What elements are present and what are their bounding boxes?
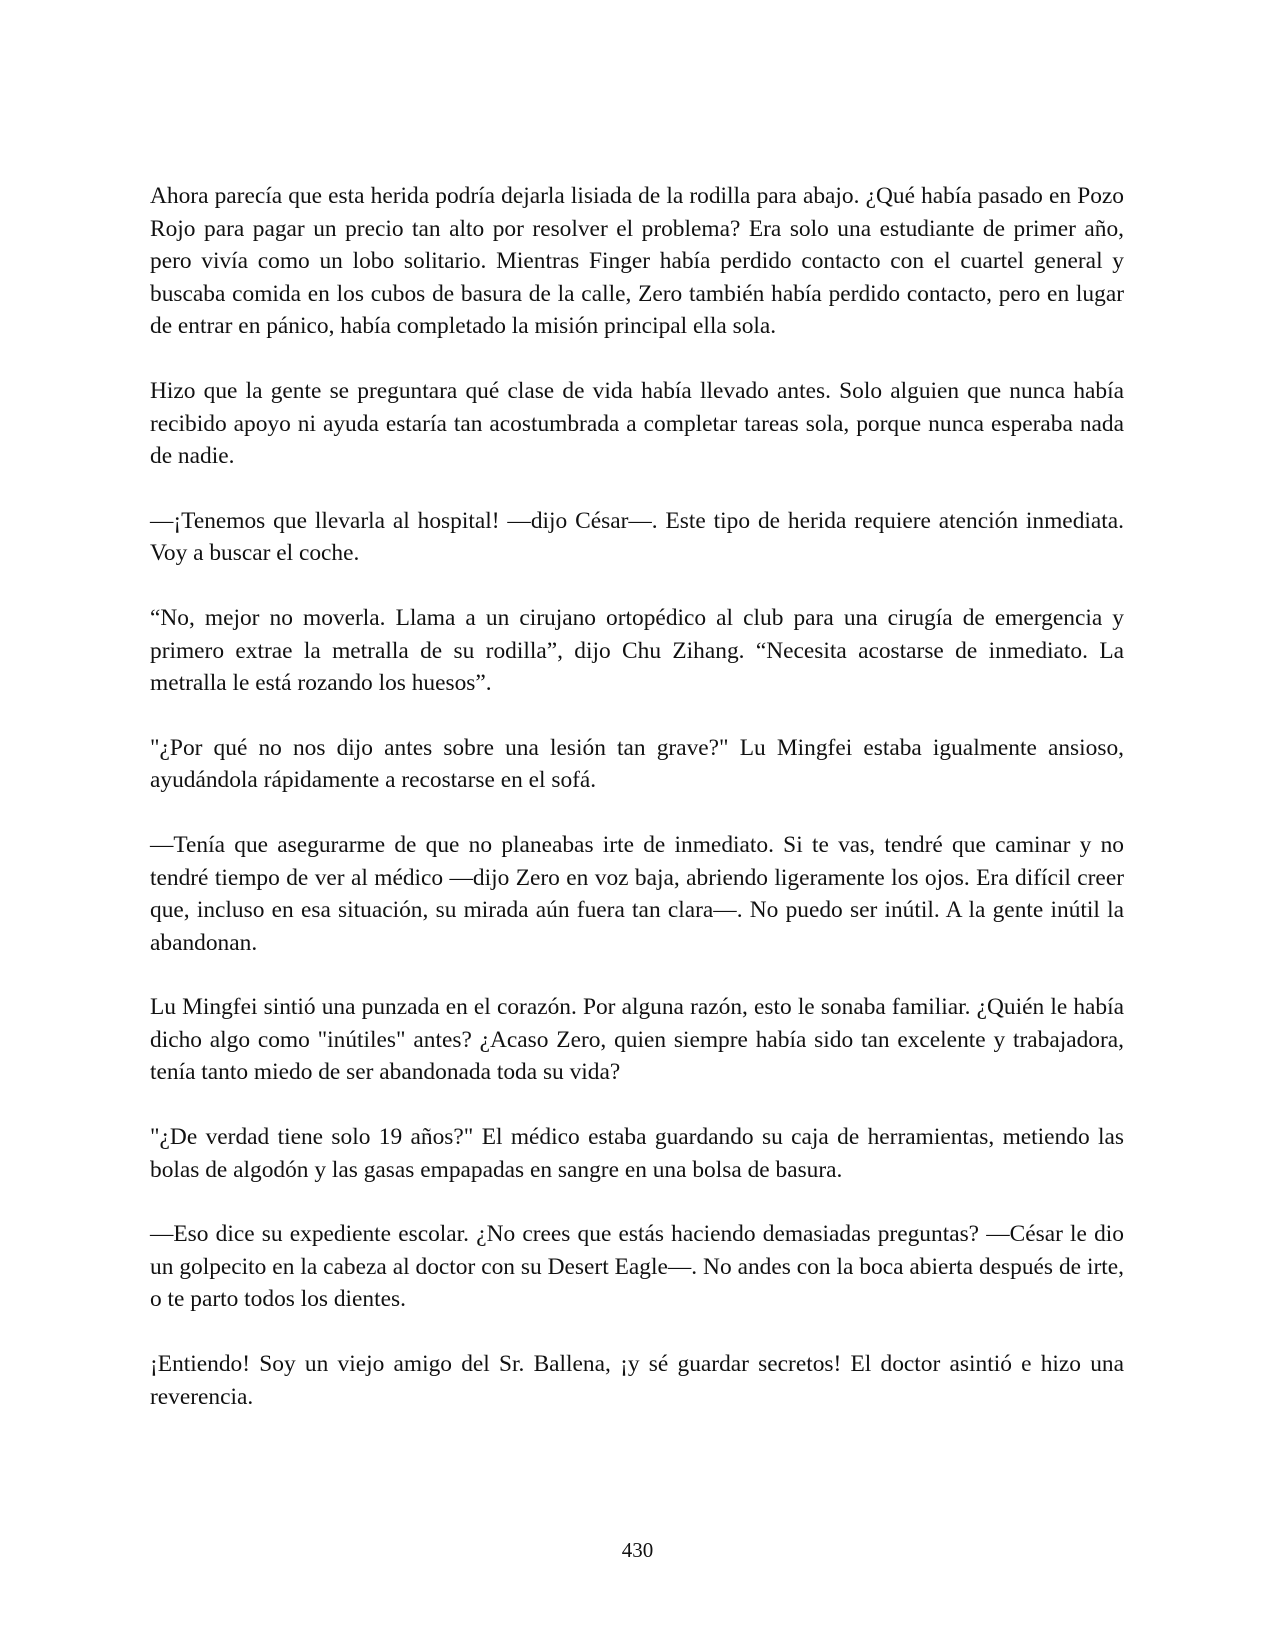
paragraph: —Tenía que asegurarme de que no planeabas irte de inmediato. Si te vas, tendré que caminar y no tendré tiempo de ver al médico —dijo Zero en voz baja, abriendo ligeramente los ojos. Era difícil creer que, incluso en esa situación, su mirada aún fuera tan clara—. No puedo ser inútil. A la gente inútil la abandonan. [150,831,1124,956]
paragraph: Lu Mingfei sintió una punzada en el corazón. Por alguna razón, esto le sonaba familiar. ¿Quién le había dicho algo como "inútiles" antes? ¿Acaso Zero, quien siempre había sido tan excelente y trabajadora, tenía tanto miedo de ser abandonada toda su vida? [150,994,1124,1086]
paragraph: "¿De verdad tiene solo 19 años?" El médico estaba guardando su caja de herramientas, metiendo las bolas de algodón y las gasas empapadas en sangre en una bolsa de basura. [150,1124,1124,1183]
paragraph: ¡Entiendo! Soy un viejo amigo del Sr. Ballena, ¡y sé guardar secretos! El doctor asintió e hizo una reverencia. [150,1351,1124,1410]
page-number: 430 [621,1538,654,1562]
page-body [150,180,1124,1445]
paragraph: “No, mejor no moverla. Llama a un cirujano ortopédico al club para una cirugía de emergencia y primero extrae la metralla de su rodilla”, dijo Chu Zihang. “Necesita acostarse de inmediato. La metralla le está rozando los huesos”. [150,604,1124,697]
paragraph: —¡Tenemos que llevarla al hospital! —dijo César—. Este tipo de herida requiere atención inmediata. Voy a buscar el coche. [150,507,1124,567]
paragraph: Ahora parecía que esta herida podría dejarla lisiada de la rodilla para abajo. ¿Qué había pasado en Pozo Rojo para pagar un precio tan alto por resolver el problema? Era solo una estudiante de primer año, pero vivía como un lobo solitario. Mientras Finger había perdido contacto con el cuartel general y buscaba comida en los cubos de basura de la calle, Zero también había perdido contacto, pero en lugar de entrar en pánico, había completado la misión principal ella sola. [150,183,1124,340]
paragraph: Hizo que la gente se preguntara qué clase de vida había llevado antes. Solo alguien que nunca había recibido apoyo ni ayuda estaría tan acostumbrada a completar tareas sola, porque nunca esperaba nada de nadie. [150,377,1124,470]
paragraph: —Eso dice su expediente escolar. ¿No crees que estás haciendo demasiadas preguntas? —César le dio un golpecito en la cabeza al doctor con su Desert Eagle—. No andes con la boca abierta después de irte, o te parto todos los dientes. [150,1221,1124,1313]
paragraph: "¿Por qué no nos dijo antes sobre una lesión tan grave?" Lu Mingfei estaba igualmente ansioso, ayudándola rápidamente a recostarse en el sofá. [150,734,1124,794]
